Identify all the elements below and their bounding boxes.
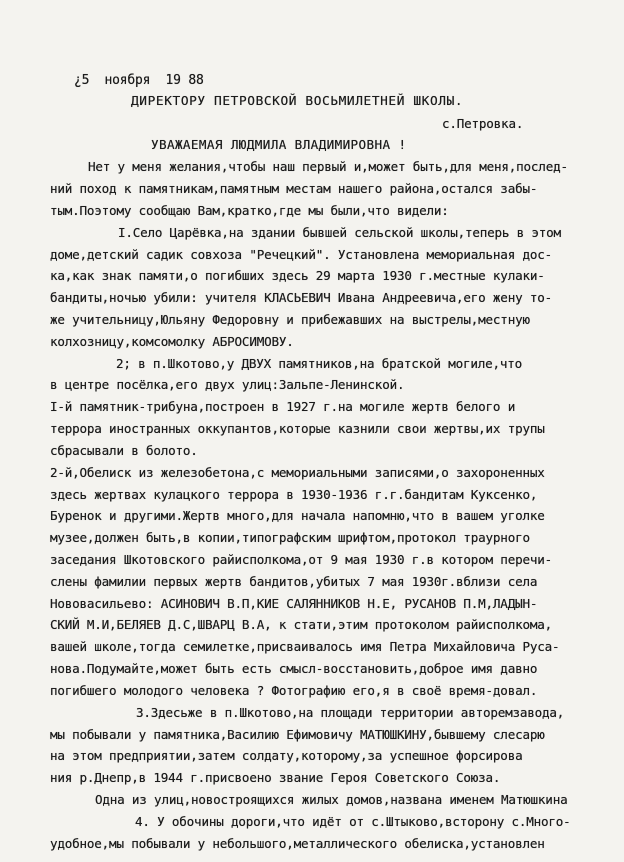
text-line: тым.Поэтому сообщаю Вам,кратко,где мы были,что видели: bbox=[50, 202, 449, 218]
text-line: 2; в п.Шкотово,у ДВУХ памятников,на братской могиле,что bbox=[116, 355, 523, 371]
text-line: 2-й,Обелиск из железобетона,с мемориальными записями,о захороненных bbox=[50, 464, 545, 480]
letter-date: ¿5 ноября 19 88 bbox=[74, 73, 204, 88]
text-line: Нет у меня желания,чтобы наш первый и,может быть,для меня,послед- bbox=[88, 159, 568, 175]
place-line: с.Петровка. bbox=[442, 115, 524, 131]
text-line: здесь жертвах кулацкого террора в 1930-1936 г.г.бандитам Куксенко, bbox=[50, 486, 538, 502]
text-line: Нововасильево: АСИНОВИЧ В.П,КИЕ САЛЯННИКОВ Н.Е, РУСАНОВ П.М,ЛАДЫН- bbox=[50, 595, 538, 611]
text-line: заседания Шкотовского райисполкома,от 9 мая 1930 г.в котором перечи- bbox=[50, 551, 552, 567]
text-line: ка,как знак памяти,о погибших здесь 29 марта 1930 г.местные кулаки- bbox=[50, 268, 545, 284]
text-line: Одна из улиц,новостроящихся жилых домов,названа именем Матюшкина bbox=[95, 791, 568, 807]
text-line: 3.Здесьже в п.Шкотово,на площади территории авторемзавода, bbox=[136, 704, 565, 720]
addressee-line: ДИРЕКТОРУ ПЕТРОВСКОЙ ВОСЬМИЛЕТНЕЙ ШКОЛЫ. bbox=[131, 93, 464, 109]
text-line: колхозницу,комсомолку АБРОСИМОВУ. bbox=[50, 333, 294, 349]
text-line: вашей школе,тогда семилетке,присваивалось имя Петра Михайловича Руса- bbox=[50, 639, 560, 655]
text-line: Буренок и другими.Жертв много,для начала напомню,что в вашем уголке bbox=[50, 508, 545, 524]
text-line: удобное,мы побывали у небольшого,металлического обелиска,установлен bbox=[50, 835, 545, 851]
text-line: же учительницу,Юльяну Федоровну и прибежавших на выстрелы,местную bbox=[50, 311, 530, 327]
text-line: I.Село Царёвка,на здании бывшей сельской школы,теперь в этом bbox=[118, 224, 561, 240]
text-line: нова.Подумайте,может быть есть смысл-восстановить,доброе имя давно bbox=[50, 661, 538, 677]
text-line: в центре посёлка,его двух улиц:Зальпе-Ленинской. bbox=[50, 377, 405, 393]
text-line: мы побывали у памятника,Василию Ефимовичу МАТЮШКИНУ,бывшему слесарю bbox=[50, 726, 545, 742]
text-line: I-й памятник-трибуна,построен в 1927 г.на могиле жертв белого и bbox=[50, 399, 516, 415]
text-line: ния р.Днепр,в 1944 г.присвоено звание Героя Советского Союза. bbox=[50, 770, 501, 786]
text-line: СКИЙ М.И,БЕЛЯЕВ Д.С,ШВАРЦ В.А, к стати,этим протоколом райисполкома, bbox=[50, 617, 552, 633]
text-line: ний поход к памятникам,памятным местам нашего района,остался забы- bbox=[50, 181, 538, 197]
text-line: музее,должен быть,в копии,типографским шрифтом,протокол траурного bbox=[50, 530, 530, 546]
text-line: 4. У обочины дороги,что идёт от с.Штыково,всторону с.Много- bbox=[135, 813, 571, 829]
text-line: на этом предприятии,затем солдату,которому,за успешное форсирова bbox=[50, 748, 523, 764]
text-line: слены фамилии первых жертв бандитов,убитых 7 мая 1930г.вблизи села bbox=[50, 573, 538, 589]
text-line: погибшего молодого человека ? Фотографию его,я в своё время-довал. bbox=[50, 682, 538, 698]
text-line: доме,детский садик совхоза "Речецкий". Установлена мемориальная дос- bbox=[50, 246, 552, 262]
salutation: УВАЖАЕМАЯ ЛЮДМИЛА ВЛАДИМИРОВНА ! bbox=[151, 137, 407, 153]
text-line: террора иностранных оккупантов,которые казнили свои жертвы,их трупы bbox=[50, 421, 545, 437]
text-line: сбрасывали в болото. bbox=[50, 442, 198, 458]
text-line: бандиты,ночью убили: учителя КЛАСЬЕВИЧ Ивана Андреевича,его жену то- bbox=[50, 290, 552, 306]
